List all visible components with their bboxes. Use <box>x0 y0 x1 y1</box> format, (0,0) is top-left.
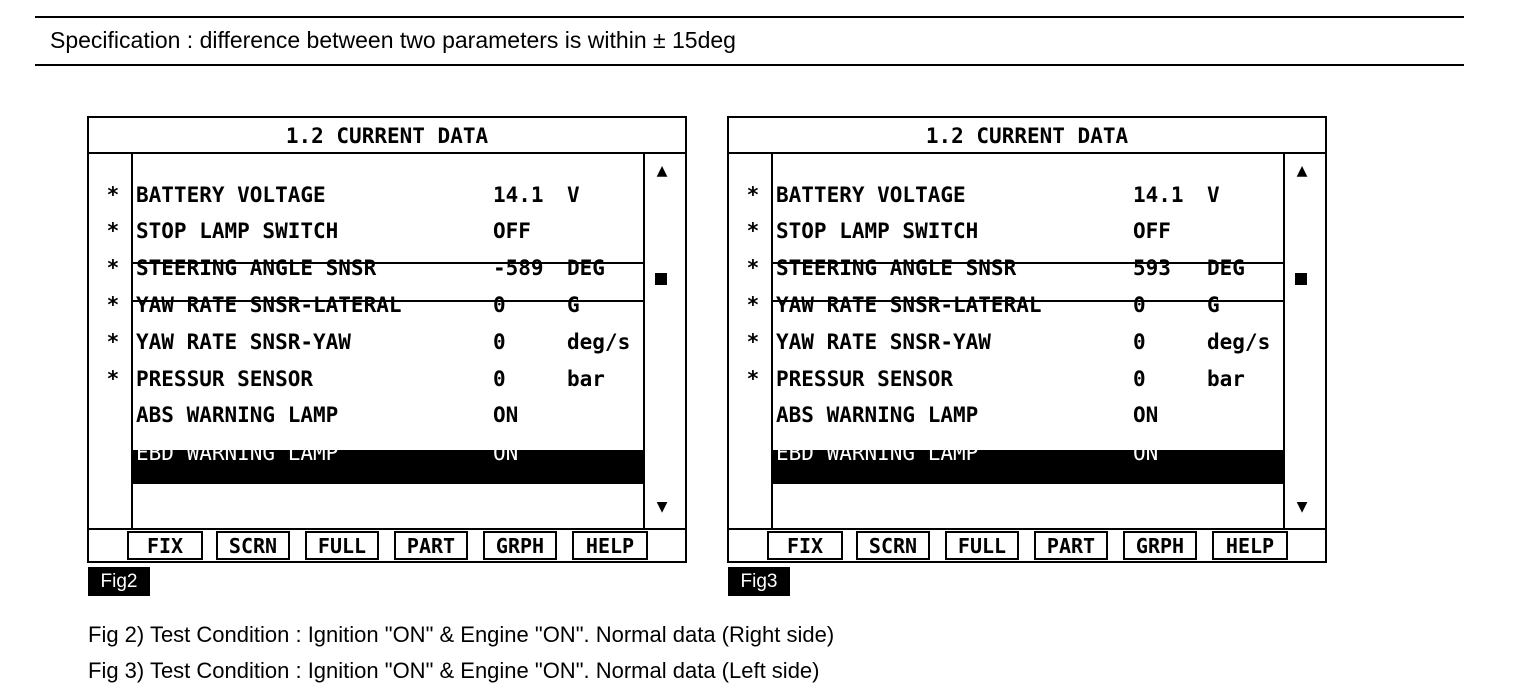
scroll-up-arrow-icon[interactable]: ▲ <box>656 160 668 181</box>
row-unit: V <box>1207 183 1220 207</box>
data-row[interactable] <box>89 438 643 468</box>
row-value: 0 <box>493 293 506 317</box>
scroll-up-arrow-icon[interactable]: ▲ <box>1296 160 1308 181</box>
row-value: 0 <box>493 330 506 354</box>
row-label: PRESSUR SENSOR <box>776 367 954 391</box>
scrollbar-divider <box>643 154 645 528</box>
row-unit: V <box>567 183 580 207</box>
caption-fig3: Fig 3) Test Condition : Ignition "ON" & Engine "ON". Normal data (Left side) <box>88 658 820 683</box>
panel-title: 1.2 CURRENT DATA <box>89 118 685 154</box>
row-unit: G <box>567 293 580 317</box>
row-value: 14.1 <box>1133 183 1184 207</box>
data-row[interactable] <box>89 216 643 246</box>
row-value: OFF <box>1133 219 1171 243</box>
scroll-down-arrow-icon[interactable]: ▼ <box>1296 496 1308 517</box>
data-row[interactable] <box>89 364 643 394</box>
row-label: EBD WARNING LAMP <box>776 441 979 465</box>
row-label: PRESSUR SENSOR <box>136 367 314 391</box>
row-label: STEERING ANGLE SNSR <box>776 256 1017 280</box>
scrollbar-divider <box>1283 154 1285 528</box>
row-label: ABS WARNING LAMP <box>776 403 979 427</box>
row-label: BATTERY VOLTAGE <box>136 183 326 207</box>
btn-full[interactable]: FULL <box>305 531 379 560</box>
data-row[interactable] <box>729 400 1283 430</box>
btn-scrn[interactable]: SCRN <box>856 531 930 560</box>
btn-fix[interactable]: FIX <box>127 531 203 560</box>
btn-grph[interactable]: GRPH <box>483 531 557 560</box>
fixed-marker-icon: * <box>106 367 120 391</box>
row-unit: DEG <box>567 256 605 280</box>
data-row[interactable] <box>729 216 1283 246</box>
row-value: ON <box>493 403 519 427</box>
btn-part[interactable]: PART <box>394 531 468 560</box>
function-button-bar <box>729 530 1325 561</box>
top-rule <box>35 16 1464 18</box>
btn-grph[interactable]: GRPH <box>1123 531 1197 560</box>
scroll-thumb[interactable] <box>1295 273 1307 285</box>
fixed-marker-icon: * <box>106 256 120 280</box>
fixed-marker-icon: * <box>746 367 760 391</box>
current-data-panel-fig2 <box>87 116 687 563</box>
data-row[interactable] <box>89 253 643 283</box>
fixed-marker-icon: * <box>746 219 760 243</box>
function-button-bar <box>89 530 685 561</box>
row-unit: deg/s <box>567 330 631 354</box>
data-row[interactable] <box>729 438 1283 468</box>
data-row[interactable] <box>729 180 1283 210</box>
bottom-rule <box>35 64 1464 66</box>
btn-full[interactable]: FULL <box>945 531 1019 560</box>
fixed-marker-icon: * <box>106 183 120 207</box>
row-value: 0 <box>1133 367 1146 391</box>
row-value: 0 <box>1133 293 1146 317</box>
scroll-thumb[interactable] <box>655 273 667 285</box>
data-row[interactable] <box>89 290 643 320</box>
panel-title: 1.2 CURRENT DATA <box>729 118 1325 154</box>
btn-part[interactable]: PART <box>1034 531 1108 560</box>
row-label: EBD WARNING LAMP <box>136 441 339 465</box>
row-unit: bar <box>1207 367 1245 391</box>
row-label: STEERING ANGLE SNSR <box>136 256 377 280</box>
btn-scrn[interactable]: SCRN <box>216 531 290 560</box>
row-value: 14.1 <box>493 183 544 207</box>
row-value: 0 <box>1133 330 1146 354</box>
row-unit: G <box>1207 293 1220 317</box>
row-label: BATTERY VOLTAGE <box>776 183 966 207</box>
row-label: STOP LAMP SWITCH <box>776 219 979 243</box>
btn-fix[interactable]: FIX <box>767 531 843 560</box>
fixed-marker-icon: * <box>106 293 120 317</box>
data-row[interactable] <box>729 364 1283 394</box>
fixed-marker-icon: * <box>746 183 760 207</box>
row-label: YAW RATE SNSR-LATERAL <box>136 293 402 317</box>
fig3-tag: Fig3 <box>728 567 790 596</box>
row-label: STOP LAMP SWITCH <box>136 219 339 243</box>
row-value: ON <box>1133 441 1159 465</box>
btn-help[interactable]: HELP <box>572 531 648 560</box>
row-unit: deg/s <box>1207 330 1271 354</box>
fixed-marker-icon: * <box>106 219 120 243</box>
data-row[interactable] <box>89 400 643 430</box>
data-row[interactable] <box>89 327 643 357</box>
fixed-marker-icon: * <box>106 330 120 354</box>
current-data-panel-fig3 <box>727 116 1327 563</box>
row-value: -589 <box>493 256 544 280</box>
caption-fig2: Fig 2) Test Condition : Ignition "ON" & Engine "ON". Normal data (Right side) <box>88 622 835 647</box>
row-value: OFF <box>493 219 531 243</box>
scroll-down-arrow-icon[interactable]: ▼ <box>656 496 668 517</box>
row-value: ON <box>493 441 519 465</box>
data-row[interactable] <box>729 253 1283 283</box>
row-label: ABS WARNING LAMP <box>136 403 339 427</box>
row-value: ON <box>1133 403 1159 427</box>
row-unit: DEG <box>1207 256 1245 280</box>
specification-text: Specification : difference between two parameters is within ± 15deg <box>50 27 736 53</box>
fig2-tag: Fig2 <box>88 567 150 596</box>
row-value: 593 <box>1133 256 1171 280</box>
fixed-marker-icon: * <box>746 256 760 280</box>
row-value: 0 <box>493 367 506 391</box>
row-label: YAW RATE SNSR-YAW <box>136 330 351 354</box>
row-label: YAW RATE SNSR-LATERAL <box>776 293 1042 317</box>
data-row[interactable] <box>729 327 1283 357</box>
row-unit: bar <box>567 367 605 391</box>
btn-help[interactable]: HELP <box>1212 531 1288 560</box>
data-row[interactable] <box>89 180 643 210</box>
fixed-marker-icon: * <box>746 293 760 317</box>
data-row[interactable] <box>729 290 1283 320</box>
row-label: YAW RATE SNSR-YAW <box>776 330 991 354</box>
fixed-marker-icon: * <box>746 330 760 354</box>
